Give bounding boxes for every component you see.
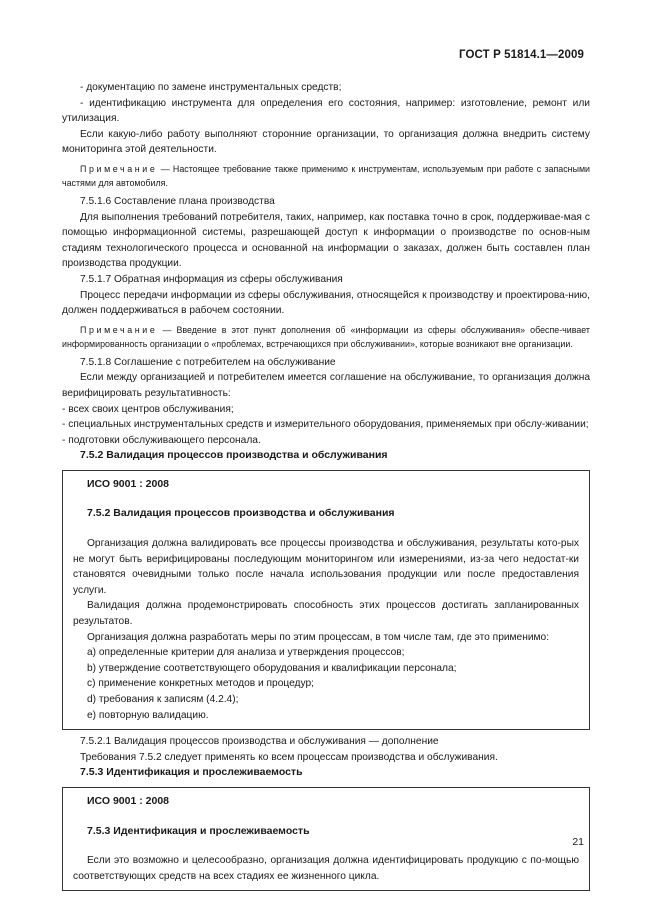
- section-title: 7.5.2.1 Валидация процессов производства и обслуживания — дополнение: [80, 736, 439, 748]
- list-item: c) применение конкретных методов и процедур;: [87, 678, 314, 690]
- paragraph: Процесс передачи информации из сферы обслуживания, относящейся к производству и проектирова-нию, должен поддерживаться в рабочем состоянии.: [62, 289, 590, 317]
- paragraph: - идентификацию инструмента для определения его состояния, например: изготовление, ремонт или утилизация.: [62, 97, 590, 125]
- list-item: d) требования к записям (4.2.4);: [87, 694, 239, 705]
- list-item: - подготовки обслуживающего персонала.: [62, 434, 261, 446]
- box-heading: 7.5.2 Валидация процессов производства и обслуживания: [87, 507, 395, 520]
- page-content: [62, 80, 590, 895]
- list-item: - всех своих центров обслуживания;: [62, 403, 234, 415]
- note-text: — Введение в этот пункт дополнения об «информации из сферы обслуживания» обеспе-чивает информированность организации о «проблемах, встречающихся при обслуживании», которые возникают вне организации.: [62, 324, 590, 349]
- paragraph: Если какую-либо работу выполняют сторонние организации, то организация должна внедрить систему мониторинга этой деятельности.: [62, 128, 590, 156]
- page-number: 21: [572, 836, 584, 848]
- section-title: 7.5.1.7 Обратная информация из сферы обслуживания: [80, 273, 343, 285]
- standard-id: ГОСТ Р 51814.1—2009: [459, 49, 584, 61]
- paragraph: Организация должна валидировать все процессы производства и обслуживания, результаты кото-рых не могут быть верифицированы последующим мониторингом или измерениями, из-за чего недостат-ки становятся очевидными только после начала использования продукции или после предоставления услуги.: [73, 538, 579, 596]
- paragraph: Организация должна разработать меры по этим процессам, в том числе там, где это применимо:: [87, 631, 550, 643]
- paragraph: Для выполнения требований потребителя, таких, например, как поставка точно в срок, поддерживае-мая с помощью информационной системы, разрешающей доступ к информации о производстве по основ-ным стадиям технологического процесса и основанной на информации о заказах, должен быть составлен план производства продукции.: [62, 211, 590, 270]
- paragraph: Требования 7.5.2 следует применять ко всем процессам производства и обслуживания.: [80, 751, 498, 763]
- paragraph: Если это возможно и целесообразно, организация должна идентифицировать продукцию с по-мощью соответствующих средств на всех стадиях ее жизненного цикла.: [73, 855, 579, 882]
- note: [62, 162, 590, 190]
- note-label: Примечание: [80, 324, 158, 335]
- paragraph: - документацию по замене инструментальных средств;: [80, 82, 342, 93]
- note-text: — Настоящее требование также применимо к инструментам, используемым при работе с запасными частями для автомобиля.: [62, 163, 591, 188]
- paragraph: Валидация должна продемонстрировать способность этих процессов достигать запланированных результатов.: [73, 600, 579, 628]
- note-label: Примечание: [80, 163, 158, 174]
- box-heading: 7.5.3 Идентификация и прослеживаемость: [87, 824, 310, 837]
- note: [62, 323, 590, 351]
- section-title: 7.5.1.6 Составление плана производства: [80, 195, 275, 207]
- paragraph: Если между организацией и потребителем имеется соглашение на обслуживание, то организация должна верифицировать результативность:: [62, 372, 590, 399]
- iso-reference: ИСО 9001 : 2008: [87, 477, 170, 490]
- list-item: b) утверждение соответствующего оборудования и квалификации персонала;: [87, 662, 457, 674]
- list-item: a) определенные критерии для анализа и утверждения процессов;: [87, 647, 405, 659]
- section-heading-7-5-3: 7.5.3 Идентификация и прослеживаемость: [80, 766, 303, 779]
- section-heading-7-5-2: 7.5.2 Валидация процессов производства и обслуживания: [80, 449, 388, 462]
- iso-quote-box: [62, 787, 590, 891]
- iso-quote-box: [62, 470, 590, 730]
- section-title: 7.5.1.8 Соглашение с потребителем на обслуживание: [80, 356, 336, 368]
- list-item: e) повторную валидацию.: [87, 709, 209, 721]
- list-item: - специальных инструментальных средств и измерительного оборудования, применяемых при обслу-живании;: [62, 419, 589, 431]
- iso-reference: ИСО 9001 : 2008: [87, 794, 170, 807]
